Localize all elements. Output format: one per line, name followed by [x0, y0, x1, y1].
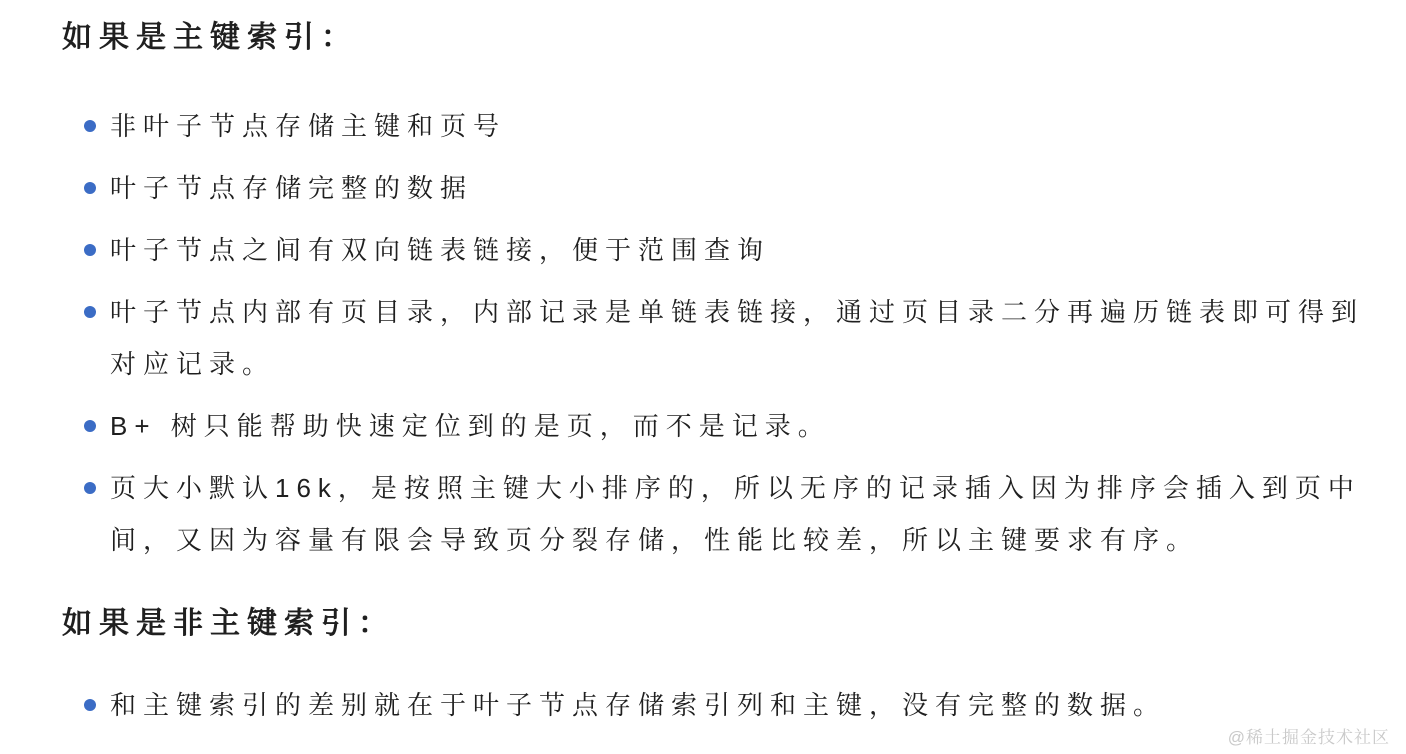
bullet-dot-icon: [84, 699, 96, 711]
list-item: [110, 400, 1376, 452]
bullet-dot-icon: [84, 182, 96, 194]
list-item-text: B+ 树只能帮助快速定位到的是页，而不是记录。: [110, 411, 831, 441]
list-item-text: 叶子节点内部有页目录，内部记录是单链表链接，通过页目录二分再遍历链表即可得到对应记录。: [110, 297, 1365, 379]
heading-primary-index: 如果是主键索引：: [62, 21, 358, 54]
list-item-text: 非叶子节点存储主键和页号: [110, 111, 507, 141]
list-item-text: 页大小默认16k，是按照主键大小排序的，所以无序的记录插入因为排序会插入到页中间，又因为容量有限会导致页分裂存储，性能比较差，所以主键要求有序。: [110, 473, 1361, 555]
list-item: [110, 679, 1376, 731]
primary-index-list: [62, 100, 1376, 566]
bullet-dot-icon: [84, 120, 96, 132]
heading-secondary-index: 如果是非主键索引：: [62, 607, 395, 640]
list-item: [110, 224, 1376, 276]
bullet-dot-icon: [84, 306, 96, 318]
list-item: [110, 100, 1376, 152]
list-item: [110, 286, 1376, 390]
bullet-dot-icon: [84, 244, 96, 256]
list-item-text: 叶子节点存储完整的数据: [110, 173, 474, 203]
bullet-dot-icon: [84, 420, 96, 432]
list-item-text: 叶子节点之间有双向链表链接，便于范围查询: [110, 235, 771, 265]
bullet-dot-icon: [84, 482, 96, 494]
list-item: [110, 162, 1376, 214]
list-item: [110, 462, 1376, 566]
list-item-text: 和主键索引的差别就在于叶子节点存储索引列和主键，没有完整的数据。: [110, 690, 1167, 720]
secondary-index-list: [62, 679, 1376, 731]
watermark: @稀土掘金技术社区: [1227, 728, 1390, 747]
